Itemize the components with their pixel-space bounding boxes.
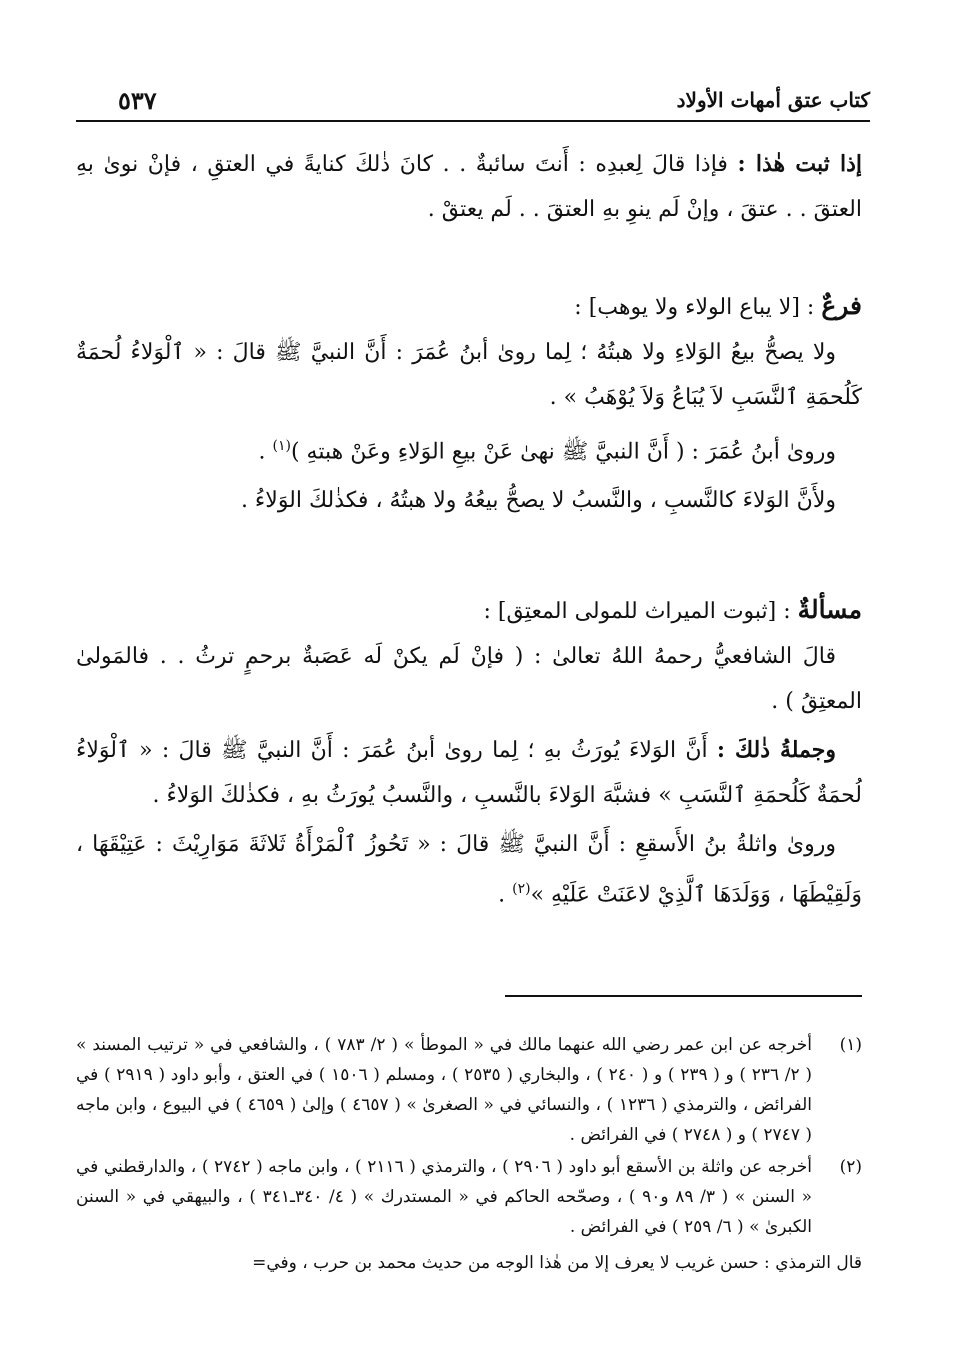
masala-paragraph-1: قالَ الشافعيُّ رحمهُ اللهُ تعالىٰ : ( فإنْ لَم يكنْ لَه عَصَبةٌ برحمٍ ترثُ . . فالمَولىٰ المعتِقُ ) .	[76, 644, 862, 714]
masala-paragraph-2-lead: وجملةُ ذٰلكَ :	[716, 737, 836, 763]
masala-heading	[76, 587, 862, 634]
far-paragraph-2	[76, 424, 862, 474]
footnote-1-text: أخرجه عن ابن عمر رضي الله عنهما مالك في « الموطأ » ( ٢/ ٧٨٣ ) ، والشافعي في « ترتيب المسند » ( ٢/ ٢٣٦ ) و ( ٢٣٩ ) و ( ٢٤٠ ) ، والبخاري ( ٢٥٣٥ ) ، ومسلم ( ١٥٠٦ ) في العتق ، وأبو داود ( ٢٩١٩ ) في الفرائض ، والترمذي ( ١٢٣٦ ) ، والنسائي في « الصغرىٰ » ( ٤٦٥٧ ) وإلىٰ ( ٤٦٥٩ ) في البيوع ، وابن ماجه ( ٢٧٤٧ ) و ( ٢٧٤٨ ) في الفرائض .	[76, 1035, 813, 1145]
footnote-2-number: (٢)	[839, 1157, 862, 1177]
page-header	[76, 84, 870, 122]
section-intro	[76, 142, 862, 232]
running-title: كتاب عتق أمهات الأولاد	[676, 88, 870, 112]
footnote-1-number: (١)	[839, 1035, 862, 1055]
intro-paragraph	[76, 142, 862, 232]
footnote-ref-2: (٢)	[512, 881, 531, 897]
intro-lead: إذا ثبت هٰذا :	[737, 151, 862, 177]
far-paragraph-2-text: وروىٰ أبنُ عُمَرَ : ( أَنَّ النبيَّ ﷺ نهىٰ عَنْ بيعِ الوَلاءِ وعَنْ هبتهِ )	[290, 439, 836, 465]
masala-heading-title: : [ثبوت الميراث للمولى المعتِق] :	[483, 599, 791, 624]
far-heading-word: فرعٌ	[821, 291, 862, 320]
footnote-ref-1: (١)	[272, 438, 291, 454]
masala-paragraph-3	[76, 822, 862, 917]
masala-paragraph-3-end: .	[498, 882, 513, 908]
masala-paragraph-3-text: وروىٰ واثلةُ بنُ الأَسقعِ : أَنَّ النبيَّ ﷺ قالَ : « تَحُوزُ ٱلْمَرْأَةُ ثَلاثَةَ مَوَارِيْثَ : عَتِيْقَهَا ، وَلَقِيْطَهَا ، وَوَلَدَهَا ٱلَّذِيْ لاعَنَتْ عَلَيْهِ »	[76, 832, 862, 908]
section-masala	[76, 587, 862, 917]
far-paragraph-1: ولا يصحُّ بيعُ الوَلاءِ ولا هبتُهُ ؛ لِما روىٰ أبنُ عُمَرَ : أَنَّ النبيَّ ﷺ قالَ : « ٱلْوَلاءُ لُحمَةٌ كَلُحمَةِ ٱلنَّسَبِ لاَ يُبَاعُ وَلاَ يُوْهَبُ » .	[76, 340, 862, 410]
far-heading	[76, 283, 862, 330]
far-heading-title: : [لا يباع الولاء ولا يوهب] :	[574, 295, 815, 320]
footnote-2-text: أخرجه عن واثلة بن الأسقع أبو داود ( ٢٩٠٦ ) ، والترمذي ( ٢١١٦ ) ، وابن ماجه ( ٢٧٤٢ ) ، والدارقطني في « السنن » ( ٣/ ٨٩ و٩٠ ) ، وصحّحه الحاكم في « المستدرك » ( ٤/ ٣٤٠ـ٣٤١ ) ، والبيهقي في « السنن الكبرىٰ » ( ٦/ ٢٥٩ ) في الفرائض .	[76, 1157, 812, 1237]
footnotes	[76, 1030, 862, 1278]
footnote-divider	[505, 995, 862, 997]
page-number: ٥٣٧	[118, 86, 157, 115]
masala-paragraph-2	[76, 728, 862, 818]
masala-paragraph-2-text: أَنَّ الوَلاءَ يُورَثُ بهِ ؛ لِما روىٰ أبنُ عُمَرَ : أَنَّ النبيَّ ﷺ قالَ : « ٱلْوَلاءُ لُحمَةٌ كَلُحمَةِ ٱلنَّسَبِ » فشبَّهَ الوَلاءَ بالنَّسبِ ، والنَّسبُ يُورَثُ بهِ ، فكذٰلكَ الوَلاءُ .	[76, 738, 862, 808]
far-paragraph-2-end: .	[258, 439, 273, 465]
intro-text: فإذا قالَ لِعبدِه : أَنتَ سائبةٌ . . كانَ ذٰلكَ كنايةً في العتقِ ، فإنْ نوىٰ بهِ العتقَ . . عتقَ ، وإنْ لَم ينوِ بهِ العتقَ . . لَم يعتقْ .	[76, 152, 862, 222]
footnote-1	[76, 1030, 862, 1150]
footnote-continuation: قال الترمذي : حسن غريب لا يعرف إلا من هٰذا الوجه من حديث محمد بن حرب ، وفي=	[252, 1253, 862, 1273]
masala-heading-word: مسألةٌ	[797, 595, 862, 624]
section-far	[76, 283, 862, 523]
footnote-2	[76, 1152, 862, 1242]
far-paragraph-3: ولأَنَّ الوَلاءَ كالنَّسبِ ، والنَّسبُ لا يصحُّ بيعُهُ ولا هبتُهُ ، فكذٰلكَ الوَلاءُ .	[240, 488, 836, 514]
